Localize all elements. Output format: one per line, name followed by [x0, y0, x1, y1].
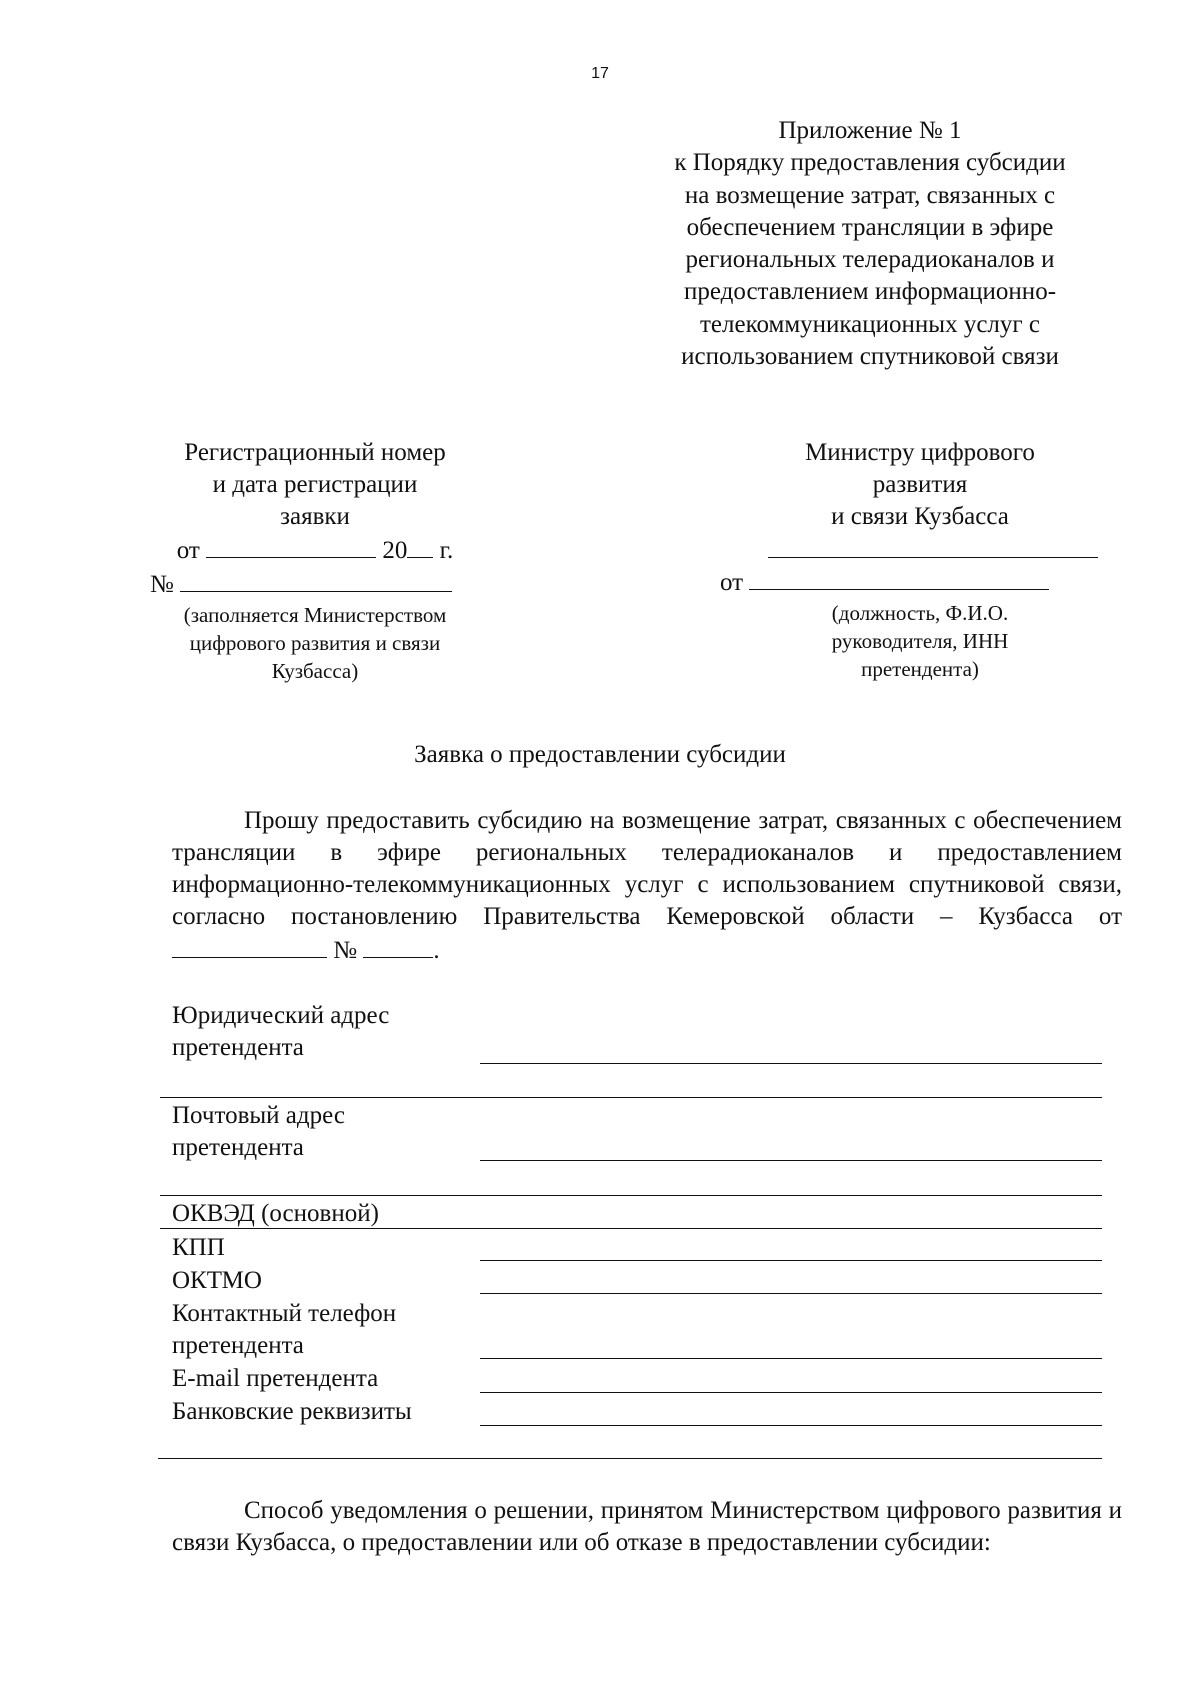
addressee-name-row: [720, 533, 1120, 565]
email-field[interactable]: [480, 1392, 1102, 1393]
registration-note-line: Кузбасса): [271, 659, 359, 683]
addressee-note-line: руководителя, ИНН: [831, 629, 1009, 653]
addressee-from-row: [720, 565, 1120, 599]
oktmo-field[interactable]: [480, 1293, 1102, 1294]
bank-field[interactable]: [480, 1425, 1102, 1426]
appendix-line: телекоммуникационных услуг с: [700, 310, 1040, 338]
postal-address-field[interactable]: [480, 1160, 1102, 1161]
postal-address-label-line: претендента: [172, 1134, 304, 1161]
registration-year-field[interactable]: [407, 533, 433, 558]
appendix-line: предоставлением информационно-: [683, 278, 1057, 306]
addressee-block: [720, 437, 1120, 683]
registration-from-label: от: [176, 537, 200, 564]
addressee-note-line: (должность, Ф.И.О.: [831, 601, 1009, 625]
bank-label: Банковские реквизиты: [172, 1398, 412, 1425]
appendix-line: на возмещение затрат, связанных с: [684, 181, 1056, 209]
request-number-label: №: [333, 937, 358, 964]
addressee-name-field[interactable]: [768, 533, 1098, 558]
registration-date-row: [150, 533, 480, 567]
legal-address-label-line: претендента: [172, 1034, 304, 1061]
registration-date-field[interactable]: [206, 533, 376, 558]
registration-block: [150, 437, 480, 685]
registration-title-line: и дата регистрации: [212, 471, 418, 498]
oktmo-label: ОКТМО: [172, 1267, 262, 1294]
phone-label: [172, 1298, 396, 1362]
appendix-line: к Порядку предоставления субсидии: [674, 149, 1066, 177]
phone-field[interactable]: [480, 1358, 1102, 1359]
bank-field-2[interactable]: [158, 1458, 1102, 1459]
addressee-title-line: Министру цифрового: [805, 439, 1035, 466]
notification-paragraph: [172, 1495, 1122, 1559]
kpp-label: КПП: [172, 1234, 225, 1261]
request-paragraph: Прошу предоставить субсидию на возмещение затрат, связанных с обеспечением трансляции в эфире региональных телерадиоканалов и предоставлением информационно-телекоммуникационных услуг с использованием спутниковой связи, согласно постановлению Правительства Кемеровской области – Кузбасса от № .: [172, 807, 1122, 964]
phone-label-line: претендента: [172, 1332, 304, 1359]
okved-label: ОКВЭД (основной): [172, 1200, 379, 1227]
legal-address-field-2[interactable]: [160, 1097, 1102, 1098]
notification-text: Способ уведомления о решении, принятом Министерством цифрового развития и связи Кузбасса, о предоставлении или об отказе в предоставлении субсидии:: [172, 1497, 1122, 1556]
registration-note-line: цифрового развития и связи: [189, 631, 441, 655]
request-text: Прошу предоставить субсидию на возмещение затрат, связанных с обеспечением трансляции в эфире региональных телерадиоканалов и предоставлением информационно-телекоммуникационных услуг с использованием спутниковой связи, согласно постановлению Правительства Кемеровской области – Кузбасса от: [172, 807, 1122, 930]
registration-note-line: (заполняется Министерством: [183, 603, 447, 627]
addressee-title-line: и связи Кузбасса: [831, 503, 1009, 530]
appendix-line: использованием спутниковой связи: [681, 343, 1059, 371]
kpp-field[interactable]: [480, 1260, 1102, 1261]
addressee-from-label: от: [720, 569, 744, 596]
legal-address-label-line: Юридический адрес: [172, 1002, 390, 1029]
page-number: 17: [591, 65, 609, 82]
legal-address-label: [172, 1000, 389, 1064]
appendix-line: региональных телерадиоканалов и: [685, 246, 1055, 274]
appendix-line: Приложение № 1: [778, 117, 962, 144]
appendix-header: [630, 115, 1110, 373]
phone-label-line: Контактный телефон: [172, 1300, 397, 1327]
legal-address-field[interactable]: [480, 1063, 1102, 1064]
registration-number-row: [150, 567, 480, 601]
registration-year-suffix: г.: [439, 537, 454, 564]
addressee-from-field[interactable]: [749, 565, 1049, 590]
postal-address-field-2[interactable]: [160, 1195, 1102, 1196]
registration-number-field[interactable]: [180, 567, 452, 592]
email-label: E-mail претендента: [172, 1365, 379, 1392]
registration-title-line: Регистрационный номер: [184, 439, 446, 466]
addressee-note-line: претендента): [861, 657, 979, 681]
resolution-number-field[interactable]: [363, 933, 433, 958]
postal-address-label-line: Почтовый адрес: [172, 1102, 345, 1129]
okved-field[interactable]: [160, 1228, 1102, 1229]
addressee-title-line: развития: [872, 471, 968, 498]
postal-address-label: [172, 1100, 345, 1164]
request-title: Заявка о предоставлении субсидии: [414, 741, 786, 768]
registration-title-line: заявки: [280, 503, 350, 530]
registration-number-label: №: [150, 571, 174, 598]
appendix-line: обеспечением трансляции в эфире: [686, 213, 1054, 241]
registration-year-label: 20: [382, 537, 408, 564]
resolution-date-field[interactable]: [172, 933, 327, 958]
